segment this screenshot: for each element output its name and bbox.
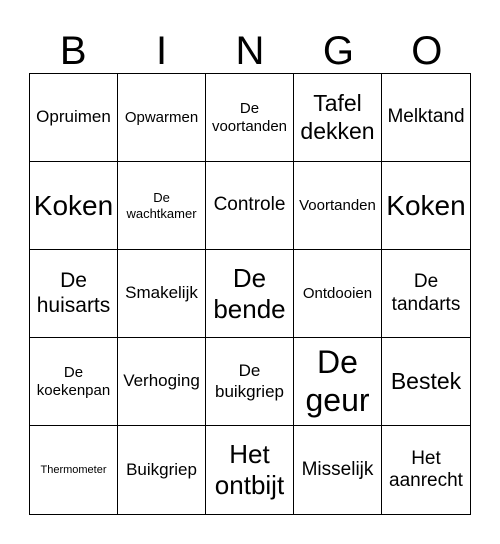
- bingo-card: [29, 73, 471, 515]
- header-letter-n: N: [235, 29, 265, 73]
- header-letter-o: O: [411, 29, 443, 73]
- bingo-cell[interactable]: De tandarts: [382, 250, 470, 338]
- bingo-cell[interactable]: Bestek: [382, 338, 470, 426]
- bingo-cell[interactable]: Opruimen: [30, 74, 118, 162]
- header-letter-g: G: [322, 29, 354, 73]
- bingo-cell[interactable]: De wachtkamer: [118, 162, 206, 250]
- header-letter-b: B: [59, 29, 87, 73]
- bingo-cell[interactable]: De voortanden: [206, 74, 294, 162]
- bingo-cell[interactable]: Smakelijk: [118, 250, 206, 338]
- bingo-cell[interactable]: Koken: [30, 162, 118, 250]
- bingo-cell[interactable]: De geur: [294, 338, 382, 426]
- bingo-cell[interactable]: Buikgriep: [118, 426, 206, 514]
- bingo-cell[interactable]: De bende: [206, 250, 294, 338]
- bingo-cell[interactable]: Melktand: [382, 74, 470, 162]
- bingo-cell[interactable]: De buikgriep: [206, 338, 294, 426]
- bingo-cell[interactable]: Tafel dekken: [294, 74, 382, 162]
- bingo-cell[interactable]: Controle: [206, 162, 294, 250]
- bingo-cell[interactable]: De koekenpan: [30, 338, 118, 426]
- bingo-cell[interactable]: Misselijk: [294, 426, 382, 514]
- bingo-cell[interactable]: Verhoging: [118, 338, 206, 426]
- bingo-cell[interactable]: Koken: [382, 162, 470, 250]
- bingo-cell[interactable]: Voortanden: [294, 162, 382, 250]
- bingo-cell[interactable]: Het ontbijt: [206, 426, 294, 514]
- bingo-cell[interactable]: Thermometer: [30, 426, 118, 514]
- bingo-cell[interactable]: De huisarts: [30, 250, 118, 338]
- bingo-cell[interactable]: Opwarmen: [118, 74, 206, 162]
- bingo-header: [29, 28, 471, 74]
- header-letter-i: I: [156, 29, 168, 73]
- bingo-cell[interactable]: Het aanrecht: [389, 447, 463, 491]
- bingo-cell[interactable]: Ontdooien: [294, 250, 382, 338]
